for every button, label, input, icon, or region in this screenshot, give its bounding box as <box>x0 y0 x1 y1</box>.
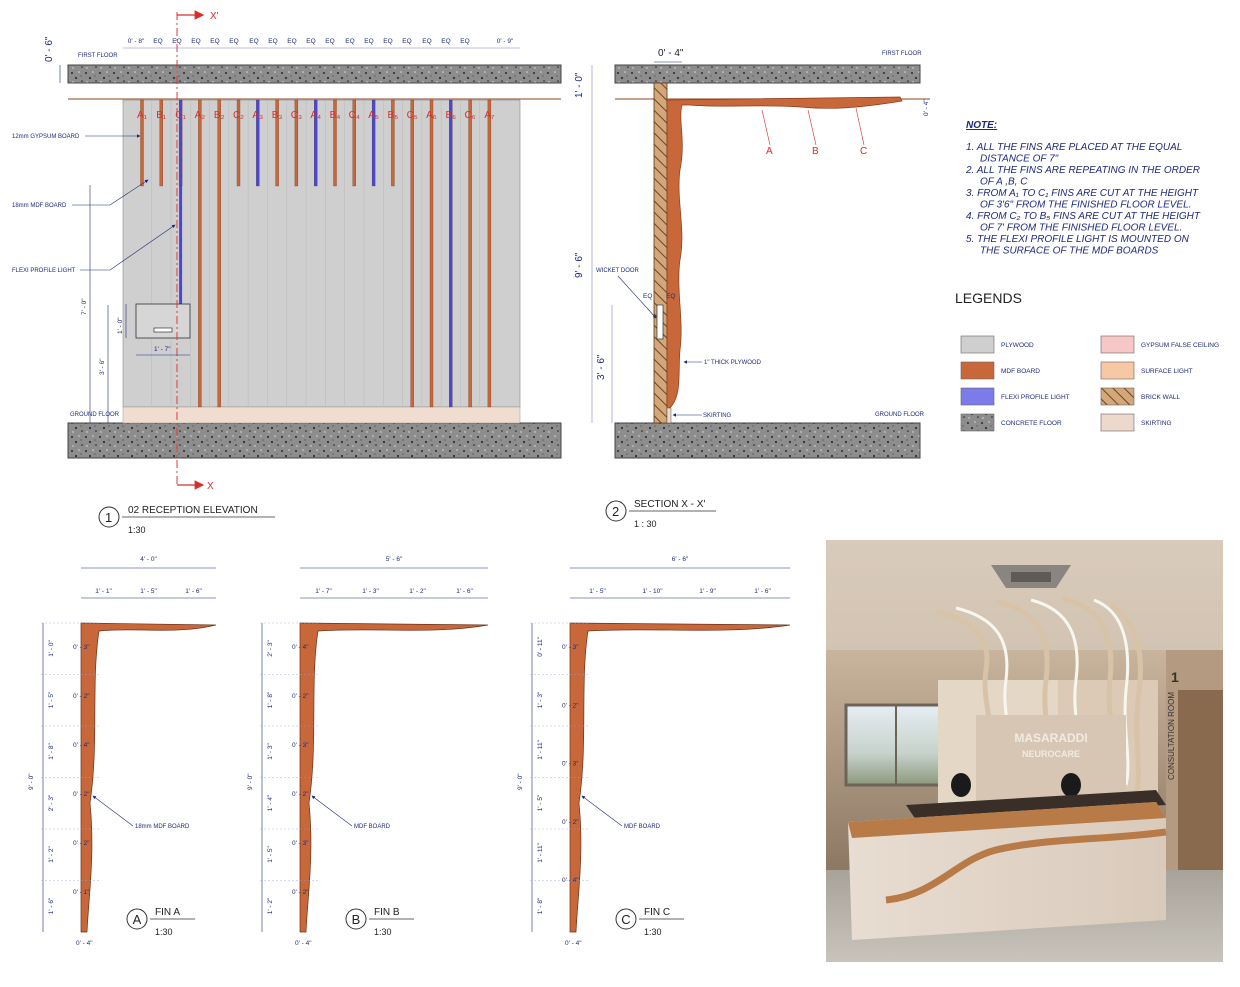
elevation-fin <box>469 100 472 407</box>
fin-offset: 0' - 4" <box>562 877 579 885</box>
fin-side-dim: 1' - 8" <box>48 743 55 760</box>
eq-label-2: EQ <box>666 293 676 300</box>
fin-letter: C <box>621 912 631 927</box>
dim-7ft: 7' - 0" <box>81 298 88 315</box>
fin-top-dim: 1' - 1" <box>95 588 112 595</box>
fin-top-dim: 1' - 10" <box>642 588 663 595</box>
fin-side-dim: 1' - 3" <box>267 743 274 760</box>
fin-a-detail <box>28 556 216 947</box>
render-brand: MASARADDI <box>1014 731 1088 745</box>
section-mark-bottom: X <box>207 481 214 492</box>
fin-offset: 0' - 2" <box>73 791 90 799</box>
fin-offset: 0' - 2" <box>292 693 309 701</box>
elevation-fin-label: A₇ <box>484 110 495 121</box>
fin-height: 9' - 0" <box>247 773 254 790</box>
fin-offset: 0' - 4" <box>292 644 309 651</box>
fin-bottom-dim: 0' - 4" <box>565 940 582 947</box>
elevation-top-dim: EQ <box>268 38 278 45</box>
elevation-fin-label: C₂ <box>232 110 245 121</box>
section-ground-floor: GROUND FLOOR <box>875 412 925 418</box>
section-dim-3-6: 3' - 6" <box>596 354 607 380</box>
elevation-top-dim: EQ <box>153 38 163 45</box>
elevation-fin-label: A₄ <box>310 110 322 121</box>
elevation-fin-label: C₁ <box>175 110 186 121</box>
elevation-fin-label: C₄ <box>348 110 360 121</box>
fin-callout: MDF BOARD <box>624 824 660 830</box>
elevation-top-dim: EQ <box>287 38 297 45</box>
legends-block <box>955 290 1219 431</box>
legend-swatch <box>961 414 994 431</box>
fin-height: 9' - 0" <box>517 773 524 790</box>
note-line: 5. THE FLEXI PROFILE LIGHT IS MOUNTED ON <box>966 234 1189 245</box>
render-sub: NEUROCARE <box>1021 749 1081 759</box>
render-feature-wall <box>976 715 1126 805</box>
elevation-top-dim: EQ <box>364 38 374 45</box>
elevation-top-dim: EQ <box>191 38 201 45</box>
fin-c-detail <box>517 556 790 947</box>
skirting-label: SKIRTING <box>703 413 732 419</box>
fin-top-dim: 1' - 5" <box>589 588 606 595</box>
fin-callout-line <box>582 796 622 826</box>
elevation-drawing <box>12 11 561 535</box>
fin-top-dim: 1' - 3" <box>362 588 379 595</box>
elevation-top-dim: EQ <box>210 38 220 45</box>
fin-total-dim: 4' - 0" <box>140 556 157 563</box>
section-fin-profile <box>667 97 902 408</box>
brick-wall <box>654 83 667 423</box>
notes-block <box>965 120 1201 257</box>
legends-title: LEGENDS <box>955 290 1022 306</box>
fin-side-dim: 0' - 11" <box>537 637 544 657</box>
note-line: OF A ,B, C <box>980 176 1028 188</box>
slab-height-label: 0' - 6" <box>44 36 55 62</box>
legend-swatch <box>1101 336 1134 353</box>
section-dim-1-0: 1' - 0" <box>574 72 585 98</box>
fin-side-dim: 1' - 8" <box>267 691 274 709</box>
notes-heading: NOTE: <box>966 120 998 131</box>
fin-callout: MDF BOARD <box>354 824 390 830</box>
flexi-lead <box>179 186 182 304</box>
section-drawing <box>574 48 930 529</box>
section-fin-a: A <box>766 146 773 157</box>
first-floor-slab <box>68 65 561 83</box>
callout-flexi: FLEXI PROFILE LIGHT <box>12 268 76 274</box>
fin-callout-line <box>93 796 133 826</box>
fin-letter: A <box>132 912 142 927</box>
note-line: 4. FROM C₂ TO B₅ FINS ARE CUT AT THE HEIGHT <box>966 211 1200 222</box>
fin-offset: 0' - 2" <box>562 818 579 826</box>
legend-swatch <box>1101 362 1134 379</box>
fin-bottom-dim: 0' - 4" <box>295 940 312 947</box>
fin-side-dim: 1' - 11" <box>537 843 544 863</box>
fin-title: FIN B <box>374 907 400 918</box>
elevation-top-dim: EQ <box>345 38 355 45</box>
fin-side-dim: 1' - 6" <box>48 897 55 915</box>
skirting-section <box>667 408 671 423</box>
elevation-fin-label: B₃ <box>271 110 283 121</box>
section-dim-0-4: 0' - 4" <box>923 99 930 116</box>
fin-title: FIN C <box>644 907 671 918</box>
render-room-label: CONSULTATION ROOM <box>1167 692 1176 780</box>
fin-profile <box>570 623 790 932</box>
elevation-fin <box>430 100 433 407</box>
elevation-fin-label: B₅ <box>387 110 399 121</box>
elevation-top-dim: EQ <box>402 38 412 45</box>
fin-bottom-dim: 0' - 4" <box>76 940 93 947</box>
section-title: SECTION X - X' <box>634 499 706 510</box>
legend-label: CONCRETE FLOOR <box>1001 420 1062 427</box>
legend-label: MDF BOARD <box>1001 368 1040 375</box>
elevation-fin <box>198 100 201 407</box>
fin-scale: 1:30 <box>155 927 173 937</box>
fin-side-dim: 1' - 11" <box>537 740 544 760</box>
fin-letter: B <box>351 912 361 927</box>
fin-offset: 0' - 2" <box>73 840 90 848</box>
fin-offset: 0' - 3" <box>73 644 90 651</box>
fin-side-dim: 1' - 3" <box>537 691 544 709</box>
legend-label: GYPSUM FALSE CEILING <box>1141 342 1220 349</box>
elevation-top-dims <box>128 38 514 45</box>
elevation-fin <box>411 100 414 407</box>
fin-top-dim: 1' - 7" <box>315 588 332 595</box>
elevation-top-dim: EQ <box>460 38 470 45</box>
fin-offset: 0' - 2" <box>562 702 579 710</box>
legend-swatch <box>961 336 994 353</box>
fin-offset: 0' - 3" <box>562 644 579 651</box>
elevation-title: 02 RECEPTION ELEVATION <box>128 505 258 516</box>
section-mark-top: X' <box>210 11 219 22</box>
note-line: OF 7' FROM THE FINISHED FLOOR LEVEL. <box>980 222 1183 234</box>
fin-offset: 0' - 4" <box>73 742 90 750</box>
note-line: 1. ALL THE FINS ARE PLACED AT THE EQUAL <box>966 142 1183 153</box>
note-line: THE SURFACE OF THE MDF BOARDS <box>980 245 1159 257</box>
legend-swatch <box>1101 414 1134 431</box>
elevation-top-dim: EQ <box>325 38 335 45</box>
legend-label: PLYWOOD <box>1001 342 1034 349</box>
legend-label: SKIRTING <box>1141 420 1172 427</box>
fin-side-dim: 2' - 3" <box>48 794 55 812</box>
elevation-fin-label: C₃ <box>290 110 303 121</box>
section-scale: 1 : 30 <box>634 519 657 529</box>
fin-profile <box>81 623 216 932</box>
elevation-fin <box>488 100 491 407</box>
fin-callout: 18mm MDF BOARD <box>135 824 190 830</box>
note-line: OF 3'6" FROM THE FINISHED FLOOR LEVEL. <box>980 199 1192 211</box>
fin-offset: 0' - 2" <box>292 889 309 897</box>
fin-b-detail <box>247 556 488 947</box>
section-number: 2 <box>612 504 620 519</box>
legend-items <box>961 336 1219 431</box>
legend-swatch <box>1101 388 1134 405</box>
fin-side-dim: 1' - 5" <box>48 691 55 709</box>
plywood-label: 1" THICK PLYWOOD <box>704 360 761 366</box>
section-first-floor: FIRST FLOOR <box>882 51 922 57</box>
ground-floor-label: GROUND FLOOR <box>70 412 120 418</box>
fin-height: 9' - 0" <box>28 773 35 790</box>
ground-floor-slab <box>68 423 561 458</box>
elevation-fin-label: B₄ <box>329 110 341 121</box>
fin-offset: 0' - 2" <box>292 791 309 799</box>
elevation-fin-label: B₆ <box>445 110 457 121</box>
elevation-fin <box>218 100 221 407</box>
fin-side-dim: 1' - 4" <box>267 794 274 812</box>
fin-top-dim: 1' - 6" <box>456 588 473 595</box>
elevation-fin-label: C₆ <box>464 110 476 121</box>
section-fin-b: B <box>812 146 819 157</box>
elevation-fin-label: B₁ <box>156 110 167 121</box>
fin-top-dim: 1' - 5" <box>140 588 157 595</box>
elevation-fin <box>449 100 452 407</box>
dim-1-0: 1' - 0" <box>117 317 124 334</box>
elevation-top-dim: EQ <box>383 38 393 45</box>
fin-offset: 0' - 3" <box>292 742 309 750</box>
fin-side-dim: 1' - 2" <box>267 897 274 915</box>
section-fin-c: C <box>860 146 868 157</box>
fin-side-dim: 2' - 3" <box>267 640 274 657</box>
fin-profile <box>300 623 488 932</box>
section-dim-9-6: 9' - 6" <box>574 252 585 278</box>
fin-offset: 0' - 2" <box>73 693 90 701</box>
elevation-top-dim: EQ <box>441 38 451 45</box>
elevation-top-dim: EQ <box>306 38 316 45</box>
legend-label: FLEXI PROFILE LIGHT <box>1001 394 1070 401</box>
dim-1-7: 1' - 7" <box>154 346 171 353</box>
eq-label-1: EQ <box>643 293 653 300</box>
switch-slot <box>154 328 172 332</box>
elevation-top-dim: 0' - 9" <box>496 38 514 45</box>
switch-box <box>136 304 190 338</box>
note-line: 2. ALL THE FINS ARE REPEATING IN THE ORDER <box>966 165 1200 176</box>
dim-3-6: 3' - 6" <box>99 358 106 375</box>
fin-side-dim: 1' - 8" <box>537 897 544 915</box>
legend-label: SURFACE LIGHT <box>1141 368 1193 375</box>
elevation-top-dim: EQ <box>172 38 182 45</box>
elevation-top-dim: EQ <box>422 38 432 45</box>
render-room-number: 1 <box>1171 669 1179 685</box>
elevation-top-dim: 0' - 8" <box>127 38 145 45</box>
fin-title: FIN A <box>155 907 181 918</box>
elevation-fin-label: A₆ <box>426 110 437 121</box>
fin-scale: 1:30 <box>644 927 662 937</box>
section-top-dim: 0' - 4" <box>658 48 684 59</box>
elevation-scale: 1:30 <box>128 525 146 535</box>
legend-swatch <box>961 362 994 379</box>
fin-offset: 0' - 3" <box>292 840 309 848</box>
elevation-fin-label: A₁ <box>136 110 148 121</box>
fin-top-dim: 1' - 6" <box>754 588 771 595</box>
fin-top-dim: 1' - 6" <box>185 588 202 595</box>
fin-top-dim: 1' - 9" <box>699 588 716 595</box>
callout-mdf: 18mm MDF BOARD <box>12 203 67 209</box>
skirting-strip <box>123 407 520 423</box>
fin-scale: 1:30 <box>374 927 392 937</box>
elevation-fin-label: A₅ <box>368 110 379 121</box>
elevation-top-dim: EQ <box>249 38 259 45</box>
note-line: 3. FROM A₁ TO C₁ FINS ARE CUT AT THE HEIGHT <box>966 188 1199 199</box>
wicket-door <box>657 305 663 339</box>
elevation-top-dim: EQ <box>229 38 239 45</box>
elevation-number: 1 <box>105 510 113 525</box>
notes-lines <box>965 142 1201 257</box>
fin-callout-line <box>312 796 352 826</box>
elevation-fin-label: C₅ <box>406 110 418 121</box>
fin-total-dim: 5' - 6" <box>385 556 403 563</box>
fin-offset: 0' - 1" <box>73 889 90 897</box>
fin-offset: 0' - 3" <box>562 760 579 768</box>
fin-total-dim: 6' - 6" <box>671 556 689 563</box>
elevation-fin-label: B₂ <box>213 110 225 121</box>
fin-side-dim: 1' - 5" <box>267 846 274 863</box>
wicket-door-label: WICKET DOOR <box>596 268 639 274</box>
callout-gypsum: 12mm GYPSUM BOARD <box>12 134 80 140</box>
fin-side-dim: 1' - 0" <box>48 640 55 657</box>
elevation-fin-label: A₂ <box>194 110 206 121</box>
fin-side-dim: 1' - 2" <box>48 846 55 863</box>
elevation-fin-label: A₃ <box>252 110 264 121</box>
reception-render <box>826 540 1223 962</box>
legend-swatch <box>961 388 994 405</box>
fin-top-dim: 1' - 2" <box>409 588 426 595</box>
note-line: DISTANCE OF 7" <box>980 153 1059 165</box>
fin-side-dim: 1' - 5" <box>537 794 544 812</box>
legend-label: BRICK WALL <box>1141 394 1181 401</box>
first-floor-label: FIRST FLOOR <box>78 53 118 59</box>
